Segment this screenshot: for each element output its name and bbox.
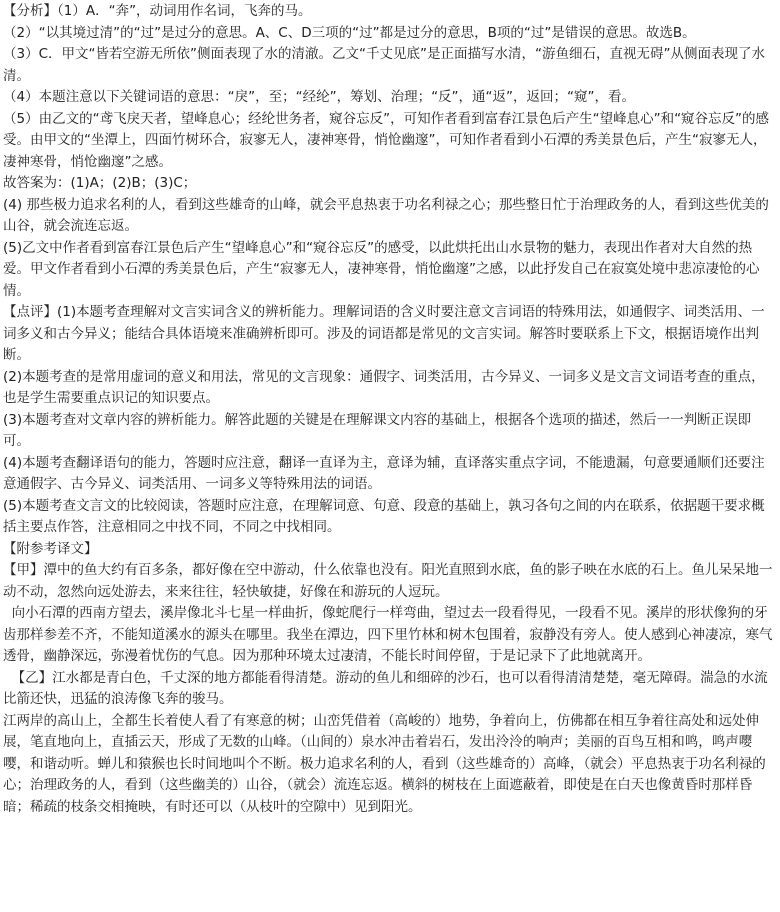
comment-item-3: (3)本题考查对文章内容的辨析能力。解答此题的关键是在理解课文内容的基础上，根据各个选项的描述，然后一一判断正误即可。	[3, 411, 752, 449]
answer-summary: 故答案为：(1)A；(2)B；(3)C；	[3, 175, 197, 191]
analysis-item-5: （5）由乙文的“鸢飞戾天者，望峰息心；经纶世务者，窥谷忘反”，可知作者看到富春江景色后产生“望峰息心”和“窥谷忘反”的感受。由甲文的“坐潭上，四面竹树环合，寂寥无人，凄神寒骨，悄怆幽邃”，可知作者看到小石潭的秀美景色后，产生“寂寥无人，凄神寒骨，悄怆幽邃”之感。	[3, 110, 770, 170]
comment-item-4: (4)本题考查翻译语句的能力，答题时应注意，翻译一直译为主，意译为辅，直译落实重点字词，不能遗漏，句意要通顺们还要注意通假字、古今异义、词类活用、一词多义等特殊用法的词语。	[3, 454, 765, 492]
translation-jia-para-2: 向小石潭的西南方望去，溪岸像北斗七星一样曲折，像蛇爬行一样弯曲，望过去一段看得见，一段看不见。溪岸的形状像狗的牙齿那样参差不齐，不能知道溪水的源头在哪里。我坐在潭边，四下里竹林和树木包围着，寂静没有旁人。使人感到心神凄凉，寒气透骨，幽静深远，弥漫着忧伤的气息。因为那种环境太过凄清，不能长时间停留，于是记录下了此地就离开。	[3, 605, 773, 664]
analysis-item-1: 【分析】（1）A．“奔”，动词用作名词，飞奔的马。	[3, 3, 312, 19]
analysis-item-3: （3）C．甲文“皆若空游无所依”侧面表现了水的清澈。乙文“千丈见底”是正面描写水清，“游鱼细石，直视无碍”从侧面表现了水清。	[3, 46, 765, 84]
translation-heading: 【附参考译文】	[3, 540, 98, 557]
answer-5: (5)乙文中作者看到富春江景色后产生“望峰息心”和“窥谷忘反”的感受，以此烘托出山水景物的魅力，表现出作者对大自然的热爱。甲文作者看到小石潭的秀美景色后，产生“寂寥无人，凄神寒骨，悄怆幽邃”之感，以此抒发自己在寂寞处境中悲凉凄怆的心情。	[3, 239, 760, 299]
comment-item-5: (5)本题考查文言文的比较阅读，答题时应注意，在理解词意、句意、段意的基础上，孰习各句之间的内在联系，依据题干要求概括主要点作答，注意相同之中找不同，不同之中找相同。	[3, 497, 765, 535]
translation-jia-para-1: 【甲】潭中的鱼大约有百多条，都好像在空中游动，什么依靠也没有。阳光直照到水底，鱼的影子映在水底的石上。鱼儿呆呆地一动不动，忽然向远处游去，来来往往，轻快敏捷，好像在和游玩的人逗玩。	[3, 562, 773, 600]
translation-yi-para-2: 江两岸的高山上，全都生长着使人看了有寒意的树；山峦凭借着（高峻的）地势，争着向上，仿佛都在相互争着往高处和远处伸展，笔直地向上，直插云天，形成了无数的山峰。（山间的）泉水冲击着岩石，发出泠泠的响声；美丽的百鸟互相和鸣，鸣声嘤嘤，和谐动听。蝉儿和猿猴也长时间地叫个不断。极力追求名利的人，看到（这些雄奇的）高峰，（就会）平息热衷于功名利禄的心；治理政务的人，看到（这些幽美的）山谷，（就会）流连忘返。横斜的树枝在上面遮蔽着，即使是在白天也像黄昏时那样昏暗；稀疏的枝条交相掩映，有时还可以（从枝叶的空隙中）见到阳光。	[3, 712, 766, 815]
comment-item-1: 【点评】(1)本题考查理解对文言实词含义的辨析能力。理解词语的含义时要注意文言词语的特殊用法，如通假字、词类活用、一词多义和古今异义；能结合具体语境来准确辨析即可。涉及的词语都是常见的文言实词。解答时要联系上下文，根据语境作出判断。	[3, 304, 765, 363]
answer-4: (4) 那些极力追求名利的人，看到这些雄奇的山峰，就会平息热衷于功名利禄之心；那些整日忙于治理政务的人，看到这些优美的山谷，就会流连忘返。	[3, 196, 769, 234]
analysis-item-4: （4）本题注意以下关键词语的意思：“戾”，至；“经纶”，筹划、治理；“反”，通“返”，返回；“窥”，看。	[3, 89, 636, 105]
analysis-item-2: （2）“以其境过清”的“过”是过分的意思。A、C、D三项的“过”都是过分的意思，B项的“过”是错误的意思。故选B。	[3, 24, 696, 41]
translation-yi-para-1: 【乙】江水都是青白色，千丈深的地方都能看得清楚。游动的鱼儿和细碎的沙石，也可以看得清清楚楚，毫无障碍。湍急的水流比箭还快，迅猛的浪涛像飞奔的骏马。	[3, 669, 768, 707]
comment-item-2: (2)本题考查的是常用虚词的意义和用法，常见的文言现象：通假字、词类活用，古今异义、一词多义是文言文词语考查的重点，也是学生需要重点识记的知识要点。	[3, 368, 765, 406]
